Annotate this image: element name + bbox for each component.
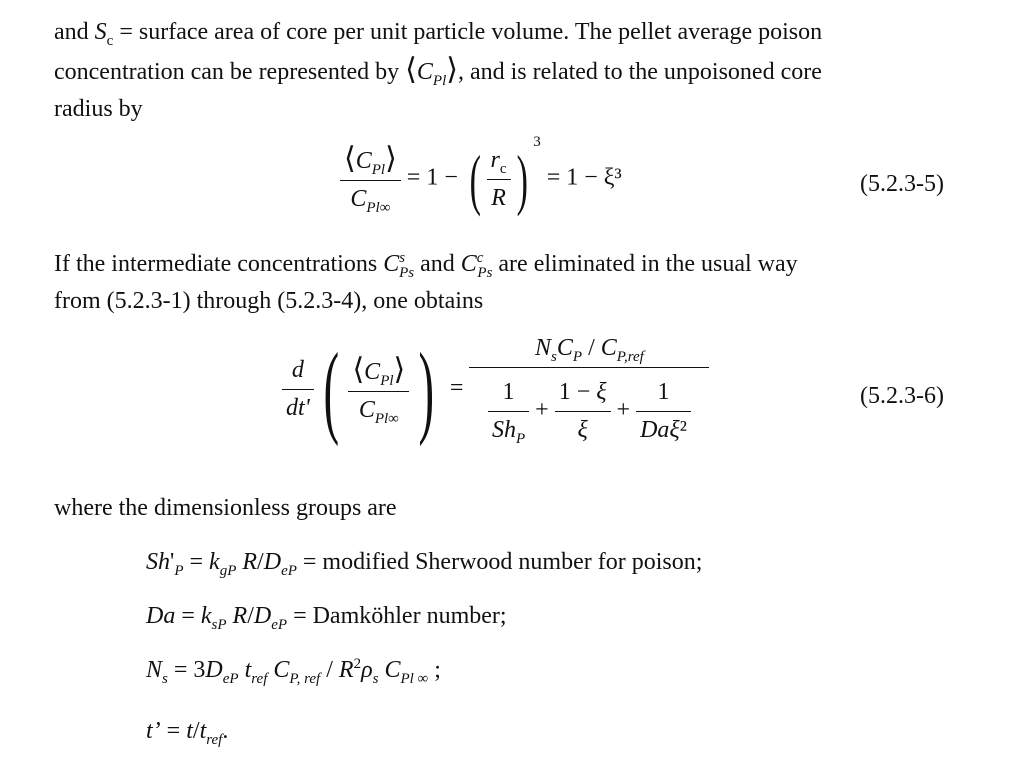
def-sherwood: $Sh'_P = k_{gP}$ $R/D_{eP}$ = modified Sherwood number for poison; bbox=[146, 549, 703, 579]
para2-line1c: are eliminated in the usual way bbox=[492, 251, 798, 277]
def-time: t’ = $t/t_{ref}$. bbox=[146, 718, 229, 748]
document-page bbox=[54, 14, 944, 767]
para2-line1a: If the intermediate concentrations bbox=[54, 251, 384, 277]
eq5-rhs: = 1 − ξ³ bbox=[546, 164, 622, 191]
def-ns: $N_s = 3D_{eP}$ $t_{ref}$ $C_{P, ref} / R^2\rho_s$ $C_{Pl \infty}$ ; bbox=[146, 656, 441, 687]
paragraph-2: If the intermediate concentrations $C^s_{Ps}$ and $C^c_{Ps}$ are eliminated in the usual way from (5.2.3-1) through (5.2.3-4), one obtains bbox=[54, 250, 798, 314]
eq5-number: (5.2.3-5) bbox=[860, 171, 944, 197]
eq6-number: (5.2.3-6) bbox=[860, 383, 944, 409]
para1-line1-rest: = surface area of core per unit particle volume. The pellet average poison bbox=[113, 19, 823, 45]
paragraph-3: where the dimensionless groups are bbox=[54, 495, 397, 521]
equation-5-2-3-6: $\frac{d}{dt'}$ ( $\frac{⟨C_{Pl}⟩}{C_{Pl\infty}}$ ) = $N_sC_P / C_{P,ref}$ $\frac{1}{Sh_P}$ + $\frac{1 - \xi}{\xi}$ + $\frac{1}{\text{Daξ²}}$ (5.2.3-6) bbox=[54, 320, 944, 476]
equation-5-2-3-5: $\frac{⟨C_{Pl}⟩}{C_{Pl\infty}}$ = 1 − ( $\frac{r_c}{R}$ ) $^3$ = 1 − ξ³ (5.2.3-5) bbox=[54, 128, 944, 232]
para1-line2a: concentration can be represented by bbox=[54, 59, 406, 85]
eq5-exponent: 3 bbox=[533, 133, 541, 150]
def-sherwood-desc: = modified Sherwood number for poison; bbox=[302, 549, 703, 575]
def-damkohler: $Da = k_{sP}$ $R/D_{eP}$ = Damköhler number; bbox=[146, 603, 507, 633]
paragraph-1: and $S_c$ = surface area of core per unit particle volume. The pellet average poison concentration can be represented by $⟨C_{Pl}⟩$, and is related to the unpoisoned core radius by bbox=[54, 19, 823, 122]
definitions-list bbox=[146, 544, 944, 750]
def-damkohler-desc: = Damköhler number; bbox=[293, 603, 507, 629]
eq6-numerator: N bbox=[535, 335, 552, 361]
para2-line1b: and bbox=[414, 251, 461, 277]
eq5-one-minus: = 1 − bbox=[406, 164, 458, 191]
eq6-plus-2: + bbox=[616, 397, 631, 424]
para1-line3: radius by bbox=[54, 96, 143, 122]
eq6-deriv-den: dt' bbox=[286, 395, 310, 421]
para1-line2b: , and is related to the unpoisoned core bbox=[457, 59, 822, 85]
eq6-deriv-num: d bbox=[291, 357, 304, 383]
eq6-plus-1: + bbox=[535, 397, 549, 424]
para2-line2: from (5.2.3-1) through (5.2.3-4), one obtains bbox=[54, 288, 484, 314]
